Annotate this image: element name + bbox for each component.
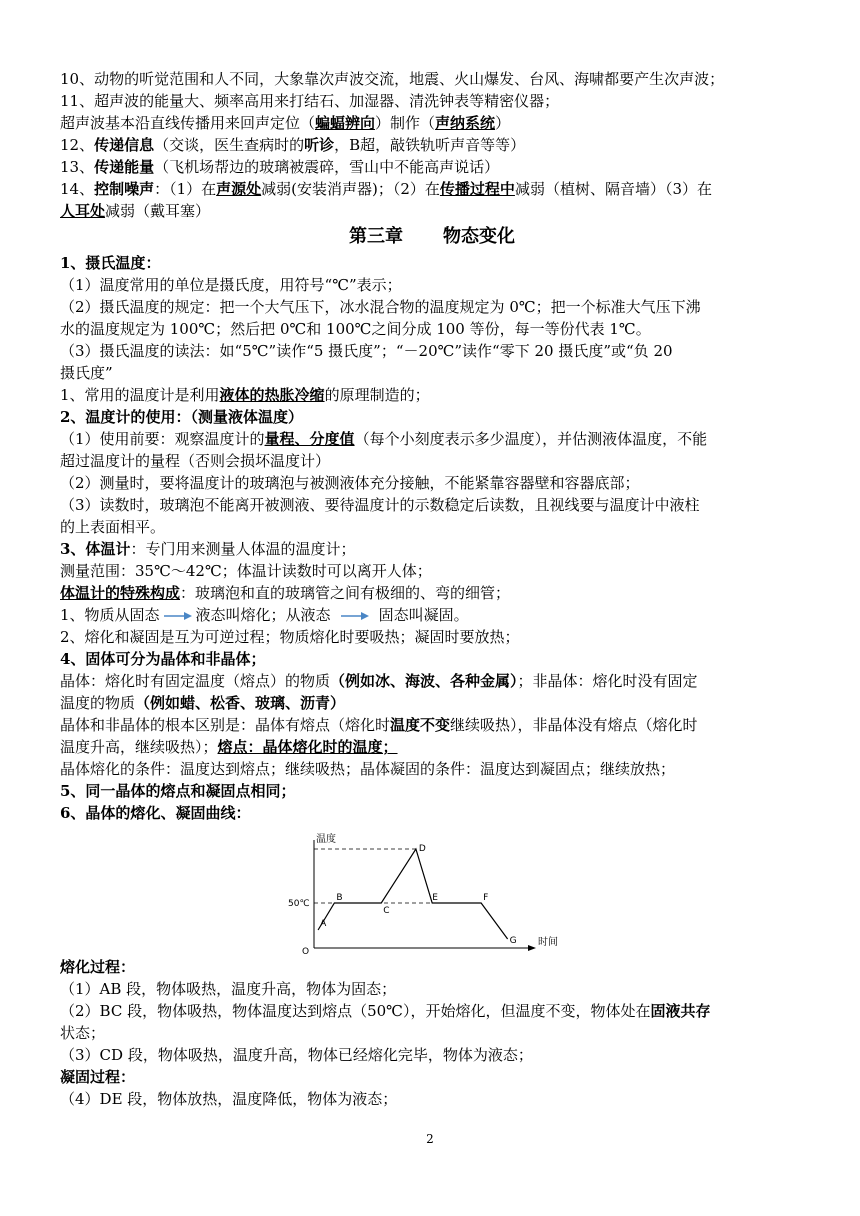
text-run: 凝固过程： [60,1068,136,1086]
text-run: 晶体和非晶体的根本区别是：晶体有熔点（熔化时 [60,716,391,734]
text-line [60,538,804,560]
section-heading [60,648,804,670]
y-tick-label: 50℃ [288,899,310,909]
text-run: 超过温度计的量程（否则会损坏温度计） [60,452,331,470]
text-run: ；非晶体：熔化时没有固定 [517,672,698,690]
text-run: 6、晶体的熔化、凝固曲线： [60,804,251,822]
keyword: 蝙蝠辨向 [315,114,376,132]
section-heading [60,802,804,824]
text-line [60,626,804,648]
point-label-c: C [383,906,390,916]
keyword: 液体的热胀冷缩 [219,386,325,404]
text-run: 测量范围：35℃～42℃；体温计读数时可以离开人体； [60,562,432,580]
text-run: （1）使用前要：观察温度计的 [60,430,265,448]
document-page [60,68,804,1110]
text-run: （2）测量时，要将温度计的玻璃泡与被测液体充分接触，不能紧靠容器壁和容器底部； [60,474,640,492]
keyword: 固液共存 [650,1002,711,1020]
section-heading [60,780,804,802]
text-run: 1、摄氏温度： [60,254,161,272]
text-line [60,516,804,538]
text-line [60,274,804,296]
right-arrow-icon [164,611,192,621]
text-line [60,736,804,758]
text-run: （交谈，医生查病时的 [154,136,305,154]
text-run: 晶体：熔化时有固定温度（熔点）的物质 [60,672,331,690]
text-line [60,758,804,780]
text-line [60,714,804,736]
text-run: 状态； [60,1024,106,1042]
section-heading [60,1066,804,1088]
text-line [60,978,804,1000]
point-label-f: F [483,893,489,903]
curve-line [318,849,508,939]
x-axis-arrow [528,945,536,951]
text-run: 温度的物质 [60,694,136,712]
text-line [60,200,804,222]
keyword: 控制噪声 [94,180,155,198]
text-run: ） [495,114,511,132]
keyword: 传播过程中 [439,180,515,198]
text-line [60,112,804,134]
keyword: 声源处 [216,180,262,198]
text-run: 14、 [60,180,95,198]
keyword: 量程、分度值 [264,430,355,448]
text-line [60,156,804,178]
keyword: （例如冰、海波、各种金属） [330,672,518,690]
text-run: （3）CD 段，物体吸热，温度升高，物体已经熔化完毕，物体为液态； [60,1046,533,1064]
section-heading [60,956,804,978]
chapter-title: 物态变化 [443,226,515,247]
text-run: 的原理制造的； [324,386,430,404]
text-line [60,560,804,582]
keyword: 听诊 [304,136,335,154]
text-line [60,296,804,318]
text-run: 减弱(安装消声器)；（2）在 [261,180,440,198]
origin-label: O [302,947,310,957]
keyword: 温度不变 [390,716,451,734]
text-run: 1、常用的温度计是利用 [60,386,220,404]
text-line [60,1000,804,1022]
text-run: 10、动物的听觉范围和人不同，大象靠次声波交流，地震、火山爆发、台风、海啸都要产生次声波； [60,70,725,88]
text-run: 的上表面相平。 [60,518,166,536]
right-arrow-icon [335,611,375,621]
text-line [60,1088,804,1110]
chapter-number: 第三章 [349,226,403,247]
text-line [60,670,804,692]
point-label-a: A [320,919,327,929]
text-run: 5、同一晶体的熔点和凝固点相同； [60,782,296,800]
text-line [60,582,804,604]
text-line [60,340,804,362]
keyword: 体温计的特殊构成 [60,584,181,602]
text-run: 13、 [60,158,95,176]
text-line [60,384,804,406]
text-run: 熔化过程： [60,958,136,976]
keyword: 3、体温计 [60,540,131,558]
text-run: 温度升高，继续吸热）； [60,738,218,756]
text-run: 晶体熔化的条件：温度达到熔点；继续吸热；晶体凝固的条件：温度达到凝固点；继续放热； [60,760,676,778]
text-run: ：玻璃泡和直的玻璃管之间有极细的、弯的细管； [180,584,511,602]
text-run: ）制作（ [375,114,436,132]
melting-curve-chart [288,830,572,957]
text-run: 12、 [60,136,95,154]
text-run: 2、熔化和凝固是互为可逆过程；物质熔化时要吸热；凝固时要放热； [60,628,520,646]
text-run: （2）摄氏温度的规定：把一个大气压下，冰水混合物的温度规定为 0℃；把一个标准大气压下沸 [60,298,701,316]
text-run: （每个小刻度表示多少温度），并估测液体温度，不能 [354,430,708,448]
text-run: 超声波基本沿直线传播用来回声定位（ [60,114,316,132]
keyword: 人耳处 [60,202,106,220]
y-axis-label: 温度 [316,834,336,845]
text-run: 液态叫熔化；从液态 [195,606,331,624]
keyword: 传递信息 [94,136,155,154]
melting-curve-figure [60,824,804,956]
keyword: （例如蜡、松香、玻璃、沥青） [135,694,346,712]
x-axis-label: 时间 [538,937,558,948]
text-run: ：（1）在 [154,180,217,198]
text-run: （飞机场帮边的玻璃被震碎，雪山中不能高声说话） [154,158,500,176]
text-run: 减弱（植树、隔音墙）（3）在 [514,180,712,198]
text-line [60,90,804,112]
text-line [60,450,804,472]
text-line [60,68,804,90]
text-run: 2、温度计的使用：（测量液体温度） [60,408,303,426]
text-run: 1、物质从固态 [60,606,160,624]
text-run: （3）读数时，玻璃泡不能离开被测液、要待温度计的示数稳定后读数，且视线要与温度计中液柱 [60,496,700,514]
section-heading [60,252,804,274]
text-run: （4）DE 段，物体放热，温度降低，物体为液态； [60,1090,398,1108]
text-line [60,134,804,156]
text-run: 继续吸热），非晶体没有熔点（熔化时 [450,716,698,734]
text-run: （3）摄氏温度的读法：如“5℃”读作“5 摄氏度”；“－20℃”读作“零下 20 摄氏度”或“负 20 [60,342,673,360]
text-line [60,1022,804,1044]
point-label-e: E [432,893,438,903]
melting-definition-line [60,604,804,626]
keyword: 熔点：晶体熔化时的温度； [217,738,398,756]
text-run: 摄氏度” [60,364,113,382]
text-line [60,428,804,450]
text-line [60,318,804,340]
keyword: 声纳系统 [435,114,496,132]
text-line [60,494,804,516]
text-line [60,178,804,200]
page-number: 2 [426,1132,434,1146]
section-heading [60,406,804,428]
text-run: （1）AB 段，物体吸热，温度升高，物体为固态； [60,980,397,998]
text-run: ，B超，敲铁轨听声音等等） [334,136,526,154]
text-line [60,1044,804,1066]
keyword: 传递能量 [94,158,155,176]
text-run: 4、固体可分为晶体和非晶体； [60,650,266,668]
point-label-d: D [418,844,426,854]
text-run: 11、超声波的能量大、频率高用来打结石、加湿器、清洗钟表等精密仪器； [60,92,560,110]
text-run: 固态叫凝固。 [378,606,469,624]
text-line [60,692,804,714]
chapter-heading [60,224,804,250]
text-run: 水的温度规定为 100℃；然后把 0℃和 100℃之间分成 100 等份，每一等份代表 1℃。 [60,320,651,338]
text-run: 减弱（戴耳塞） [105,202,211,220]
text-run: ：专门用来测量人体温的温度计； [130,540,356,558]
point-label-b: B [336,893,343,903]
text-run: （1）温度常用的单位是摄氏度，用符号“℃”表示； [60,276,402,294]
text-line [60,362,804,384]
text-run: （2）BC 段，物体吸热，物体温度达到熔点（50℃），开始熔化，但温度不变，物体处在 [60,1002,651,1020]
point-label-g: G [509,936,517,946]
text-line [60,472,804,494]
